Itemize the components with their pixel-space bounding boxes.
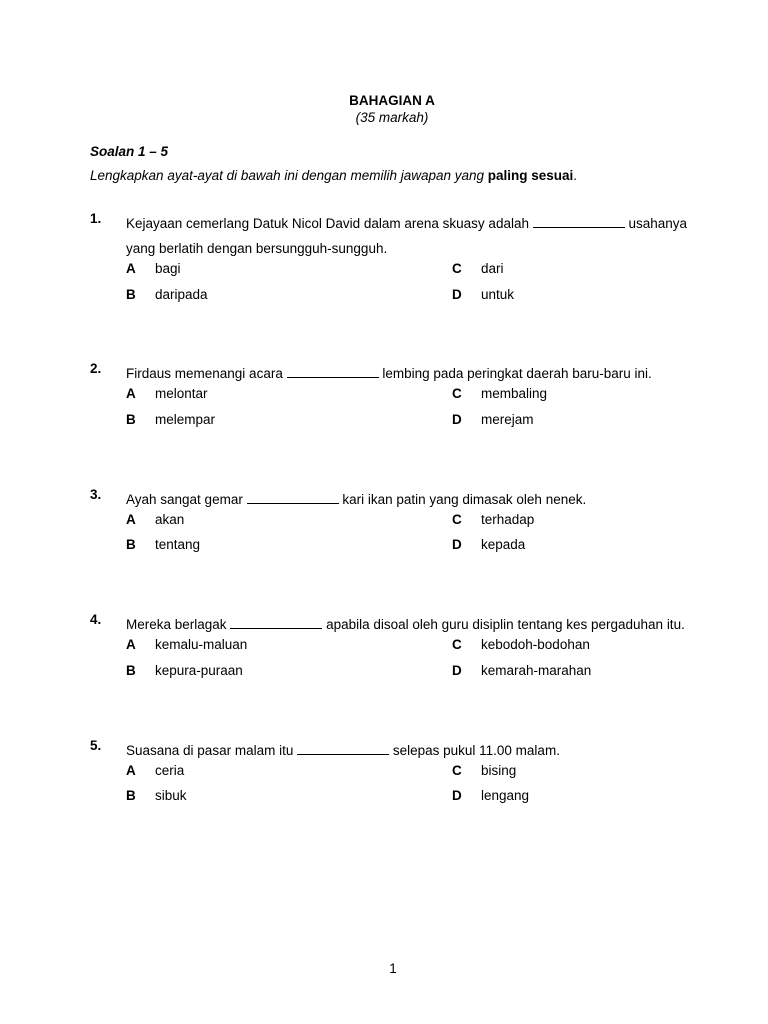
question-text bbox=[126, 487, 706, 512]
option-text: kebodoh-bodohan bbox=[481, 637, 590, 652]
question-text-before: Kejayaan cemerlang Datuk Nicol David dalam arena skuasy adalah bbox=[126, 216, 533, 231]
option-letter: C bbox=[452, 261, 462, 276]
question-text bbox=[126, 738, 706, 763]
option-text: melempar bbox=[155, 412, 216, 427]
option-letter: D bbox=[452, 287, 462, 302]
question-text bbox=[126, 612, 706, 637]
option-letter: A bbox=[126, 261, 136, 276]
question-text-before: Firdaus memenangi acara bbox=[126, 366, 287, 381]
option-letter: C bbox=[452, 386, 462, 401]
answer-blank bbox=[230, 616, 322, 629]
question-text-after: kari ikan patin yang dimasak oleh nenek. bbox=[338, 492, 587, 507]
option-text: lengang bbox=[481, 788, 530, 803]
instruction-emphasis: paling sesuai bbox=[487, 168, 574, 183]
question-text-before: Mereka berlagak bbox=[126, 617, 231, 632]
option-letter: B bbox=[126, 788, 136, 803]
instruction-end: . bbox=[573, 168, 578, 183]
option-text: kepada bbox=[481, 537, 526, 552]
question-text-after: selepas pukul 11.00 malam. bbox=[389, 743, 560, 758]
option-letter: D bbox=[452, 412, 462, 427]
question-number: 2. bbox=[90, 361, 102, 376]
question-line bbox=[126, 361, 706, 386]
option-text: kepura-puraan bbox=[155, 663, 243, 678]
question-text bbox=[126, 361, 706, 386]
option-letter: B bbox=[126, 412, 136, 427]
option-text: bising bbox=[481, 763, 517, 778]
option-text: dari bbox=[481, 261, 504, 276]
question-number: 3. bbox=[90, 487, 102, 502]
question-line bbox=[126, 612, 706, 637]
question-text-before: Ayah sangat gemar bbox=[126, 492, 247, 507]
section-label: Soalan 1 – 5 bbox=[90, 144, 169, 159]
page-subtitle: (35 markah) bbox=[355, 110, 429, 125]
question-text-before: Suasana di pasar malam itu bbox=[126, 743, 298, 758]
question-text bbox=[126, 211, 706, 261]
option-text: merejam bbox=[481, 412, 534, 427]
option-letter: C bbox=[452, 512, 462, 527]
question-line bbox=[126, 211, 706, 236]
option-text: kemalu-maluan bbox=[155, 637, 248, 652]
option-letter: A bbox=[126, 512, 136, 527]
option-letter: C bbox=[452, 637, 462, 652]
option-letter: A bbox=[126, 763, 136, 778]
option-letter: A bbox=[126, 386, 136, 401]
option-text: membaling bbox=[481, 386, 548, 401]
answer-blank bbox=[247, 491, 339, 504]
option-text: sibuk bbox=[155, 788, 187, 803]
option-letter: B bbox=[126, 663, 136, 678]
option-letter: D bbox=[452, 788, 462, 803]
option-text: melontar bbox=[155, 386, 208, 401]
option-text: bagi bbox=[155, 261, 181, 276]
page-title: BAHAGIAN A bbox=[349, 93, 435, 108]
answer-blank bbox=[297, 742, 389, 755]
option-letter: C bbox=[452, 763, 462, 778]
option-text: daripada bbox=[155, 287, 208, 302]
answer-blank bbox=[533, 215, 625, 228]
option-text: terhadap bbox=[481, 512, 535, 527]
option-text: tentang bbox=[155, 537, 201, 552]
option-text: akan bbox=[155, 512, 185, 527]
option-letter: B bbox=[126, 287, 136, 302]
question-text-after: apabila disoal oleh guru disiplin tentang kes pergaduhan itu. bbox=[322, 617, 685, 632]
instruction-text: Lengkapkan ayat-ayat di bawah ini dengan memilih jawapan yang bbox=[90, 168, 488, 183]
question-line bbox=[126, 487, 706, 512]
option-letter: D bbox=[452, 663, 462, 678]
option-text: ceria bbox=[155, 763, 185, 778]
question-line: yang berlatih dengan bersungguh-sungguh. bbox=[126, 241, 388, 256]
question-number: 5. bbox=[90, 738, 102, 753]
section-instruction bbox=[90, 168, 577, 183]
question-text-after: lembing pada peringkat daerah baru-baru ini. bbox=[378, 366, 652, 381]
question-line bbox=[126, 738, 706, 763]
option-letter: B bbox=[126, 537, 136, 552]
answer-blank bbox=[287, 365, 379, 378]
option-text: untuk bbox=[481, 287, 515, 302]
option-letter: A bbox=[126, 637, 136, 652]
question-text-after: usahanya bbox=[624, 216, 688, 231]
option-text: kemarah-marahan bbox=[481, 663, 592, 678]
question-number: 4. bbox=[90, 612, 102, 627]
option-letter: D bbox=[452, 537, 462, 552]
page-number: 1 bbox=[389, 961, 397, 976]
question-number: 1. bbox=[90, 211, 102, 226]
